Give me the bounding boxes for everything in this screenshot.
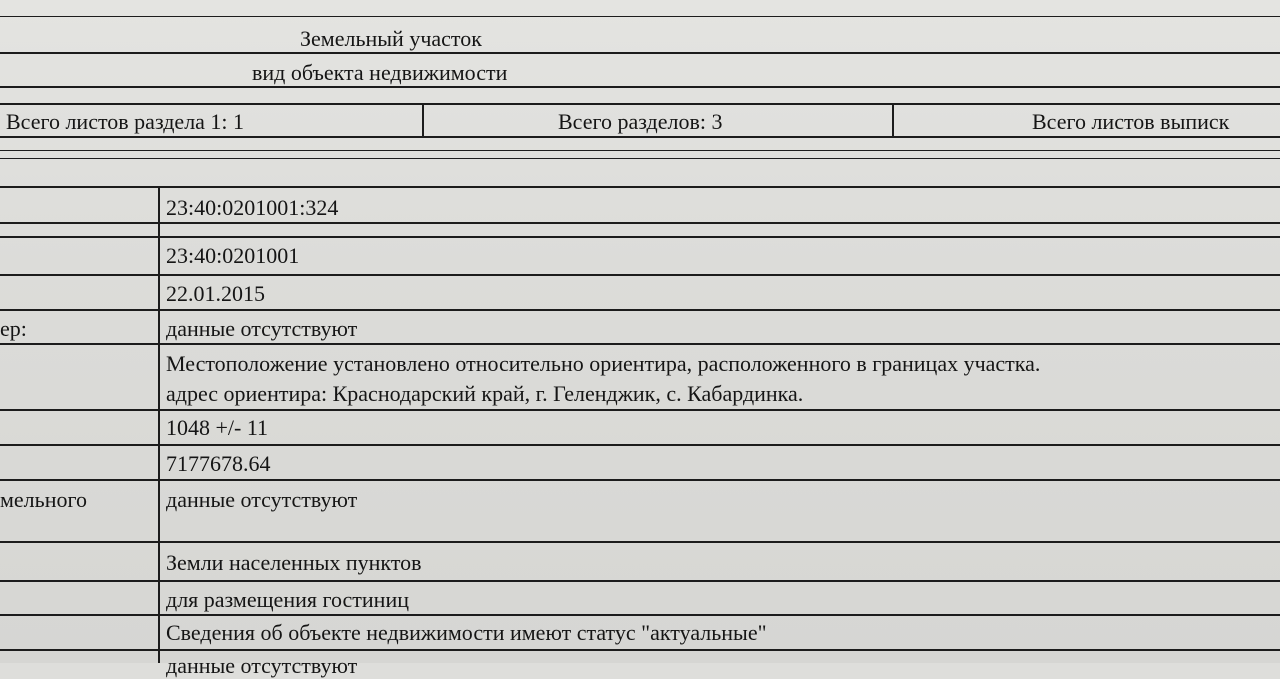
rule <box>0 136 1280 138</box>
cadastral-quarter: 23:40:0201001 <box>166 243 300 268</box>
address-line-1: Местоположение установлено относительно ориентира, расположенного в границах участка. <box>166 351 1041 376</box>
row-rule <box>0 186 1280 188</box>
label-column-divider <box>158 186 160 663</box>
total-sheets-count: Всего листов выписк <box>1032 109 1230 134</box>
row-rule <box>0 309 1280 311</box>
row-rule <box>0 409 1280 411</box>
rule <box>0 16 1280 17</box>
row-rule <box>0 444 1280 446</box>
object-type: Земельный участок <box>300 26 482 51</box>
object-type-caption: вид объекта недвижимости <box>252 60 508 85</box>
area-value: 1048 +/- 11 <box>166 415 269 440</box>
row-rule <box>0 614 1280 616</box>
cadastral-value: 7177678.64 <box>166 451 271 476</box>
land-registry-value: данные отсутствуют <box>166 487 358 512</box>
rule <box>0 150 1280 151</box>
row-rule <box>0 343 1280 345</box>
section-sheets-count: Всего листов раздела 1: 1 <box>6 109 245 134</box>
row-rule <box>0 479 1280 481</box>
cadastral-number: 23:40:0201001:324 <box>166 195 339 220</box>
row-label: ер: <box>0 316 27 341</box>
row-rule <box>0 222 1280 224</box>
land-category: Земли населенных пунктов <box>166 550 422 575</box>
cell-divider <box>422 103 424 138</box>
total-sections-count: Всего разделов: 3 <box>558 109 723 134</box>
row-rule <box>0 274 1280 276</box>
previous-number-value: данные отсутствуют <box>166 316 358 341</box>
row-rule <box>0 236 1280 238</box>
row-rule <box>0 649 1280 651</box>
row-rule <box>0 541 1280 543</box>
row-label: мельного <box>0 487 87 512</box>
cell-divider <box>892 103 894 138</box>
object-status: Сведения об объекте недвижимости имеют статус "актуальные" <box>166 620 767 645</box>
rule <box>0 86 1280 88</box>
rule <box>0 158 1280 159</box>
address-line-2: адрес ориентира: Краснодарский край, г. Геленджик, с. Кабардинка. <box>166 381 804 406</box>
rule <box>0 52 1280 54</box>
permitted-use: для размещения гостиниц <box>166 587 409 612</box>
rule <box>0 103 1280 105</box>
assignment-date: 22.01.2015 <box>166 281 265 306</box>
special-notes: данные отсутствуют <box>166 653 358 678</box>
row-rule <box>0 580 1280 582</box>
